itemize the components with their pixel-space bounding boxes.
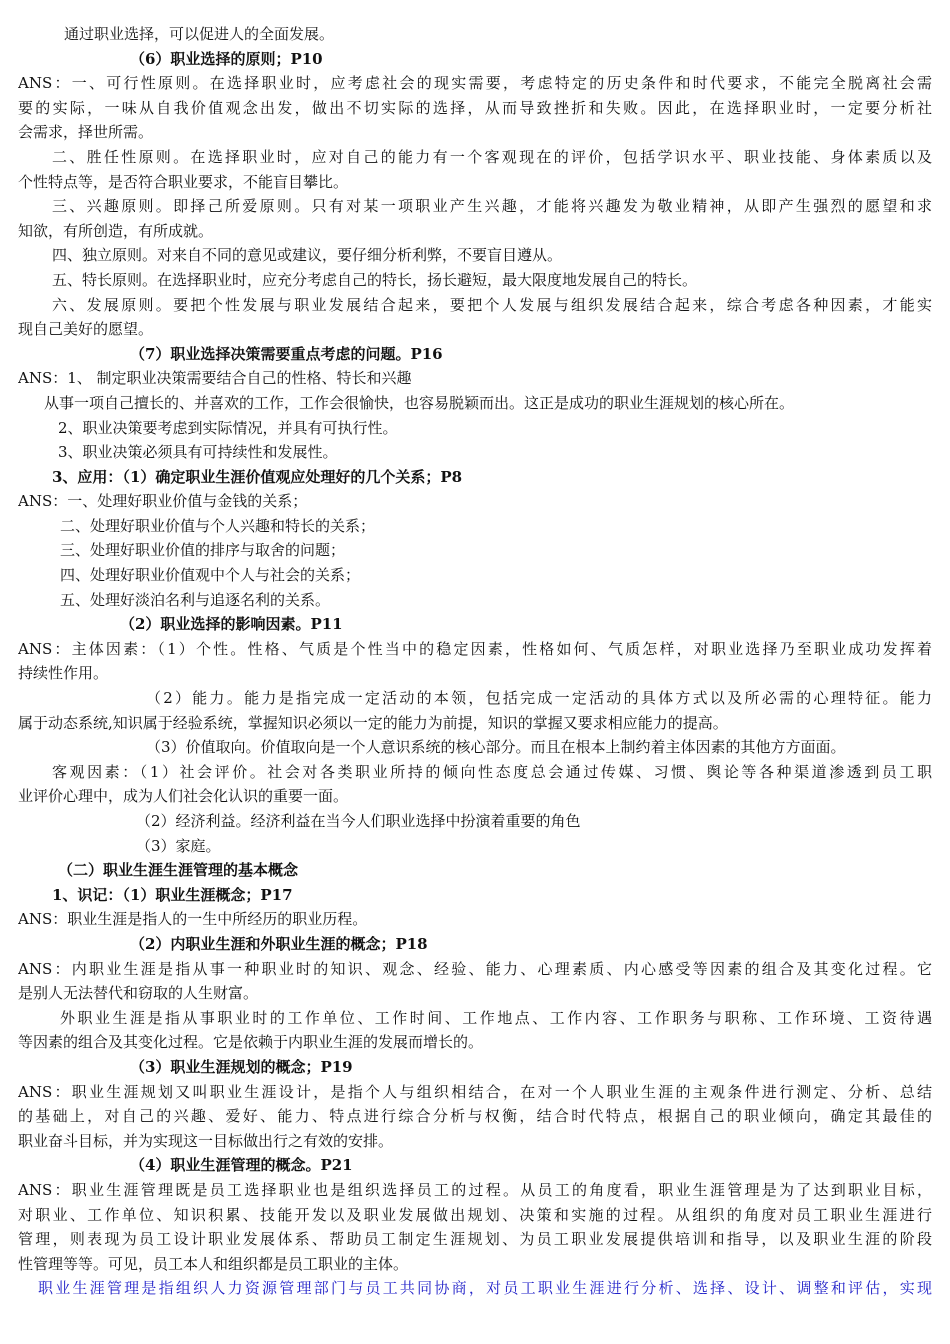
text-line: 的基础上，对自己的兴趣、爱好、能力、特点进行综合分析与权衡，结合时代特点，根据自己的职业倾向，确定其最佳的 [18, 1107, 932, 1126]
text-line: 二、胜任性原则。在选择职业时，应对自己的能力有一个客观现在的评价，包括学识水平、职业技能、身体素质以及 [52, 147, 932, 166]
section-heading: 3、应用：（1）确定职业生涯价值观应处理好的几个关系；P8 [52, 467, 463, 486]
text-line: 2、职业决策要考虑到实际情况，并具有可执行性。 [58, 418, 398, 437]
text-line: 三、处理好职业价值的排序与取舍的问题； [60, 541, 346, 560]
text-line: 管理，则表现为员工设计职业发展体系、帮助员工制定生涯规划、为员工职业发展提供培训和指导，以及职业生涯的阶段 [18, 1230, 932, 1249]
section-heading: （6）职业选择的原则；P10 [130, 49, 323, 68]
text-line: 会需求，择世所需。 [18, 123, 154, 142]
text-line: 四、独立原则。对来自不同的意见或建议，要仔细分析利弊，不要盲目遵从。 [52, 246, 563, 265]
text-line: 外职业生涯是指从事职业时的工作单位、工作时间、工作地点、工作内容、工作职务与职称、工作环境、工资待遇 [60, 1008, 932, 1027]
text-line: （2）经济利益。经济利益在当今人们职业选择中扮演着重要的角色 [136, 812, 581, 830]
text-line: 二、处理好职业价值与个人兴趣和特长的关系； [60, 516, 376, 535]
text-line: ANS：职业生涯是指人的一生中所经历的职业历程。 [18, 910, 368, 929]
text-line: ANS：职业生涯规划又叫职业生涯设计，是指个人与组织相结合，在对一个人职业生涯的主观条件进行测定、分析、总结 [18, 1082, 932, 1101]
text-line: 是别人无法替代和窃取的人生财富。 [18, 984, 259, 1003]
text-line: ANS：内职业生涯是指从事一种职业时的知识、观念、经验、能力、心理素质、内心感受等因素的组合及其变化过程。它 [18, 959, 932, 978]
text-line: （3）价值取向。价值取向是一个人意识系统的核心部分。而且在根本上制约着主体因素的其他方方面面。 [146, 738, 846, 757]
section-heading: （2）内职业生涯和外职业生涯的概念；P18 [130, 934, 428, 953]
text-line: 对职业、工作单位、知识积累、技能开发以及职业发展做出规划、决策和实施的过程。从组织的角度对员工职业生涯进行 [18, 1205, 932, 1224]
text-line: 等因素的组合及其变化过程。它是依赖于内职业生涯的发展而增长的。 [18, 1033, 484, 1052]
section-heading: （7）职业选择决策需要重点考虑的问题。P16 [130, 344, 443, 363]
text-line: 五、处理好淡泊名利与追逐名利的关系。 [60, 590, 331, 609]
text-line: 现自己美好的愿望。 [18, 320, 154, 339]
text-line: 三、兴趣原则。即择己所爱原则。只有对某一项职业产生兴趣，才能将兴趣发为敬业精神，从即产生强烈的愿望和求 [52, 197, 932, 216]
text-line: 性管理等等。可见，员工本人和组织都是员工职业的主体。 [18, 1254, 409, 1273]
text-line: ANS：职业生涯管理既是员工选择职业也是组织选择员工的过程。从员工的角度看，职业生涯管理是为了达到职业目标， [18, 1180, 932, 1199]
text-line: （2）能力。能力是指完成一定活动的本领，包括完成一定活动的具体方式以及所必需的心理特征。能力 [146, 689, 932, 708]
text-line: 属于动态系统,知识属于经验系统，掌握知识必须以一定的能力为前提，知识的掌握又要求相应能力的提高。 [18, 713, 728, 732]
section-heading: 1、识记：（1）职业生涯概念；P17 [52, 885, 293, 904]
section-heading: （4）职业生涯管理的概念。P21 [130, 1156, 353, 1175]
text-line: ANS：一、处理好职业价值与金钱的关系； [18, 492, 308, 511]
text-line: 职业奋斗目标，并为实现这一目标做出行之有效的安排。 [18, 1131, 394, 1150]
text-line: 要的实际，一味从自我价值观念出发，做出不切实际的选择，从而导致挫折和失败。因此，在选择职业时，一定要分析社 [18, 98, 932, 117]
text-line: 五、特长原则。在选择职业时，应充分考虑自己的特长，扬长避短，最大限度地发展自己的特长。 [52, 270, 698, 289]
text-line: 职业生涯管理是指组织人力资源管理部门与员工共同协商，对员工职业生涯进行分析、选择、设计、调整和评估，实现 [38, 1279, 932, 1298]
text-line: ANS：主体因素：（1）个性。性格、气质是个性当中的稳定因素，性格如何、气质怎样，对职业选择乃至职业成功发挥着 [18, 639, 932, 658]
text-line: 从事一项自己擅长的、并喜欢的工作，工作会很愉快，也容易脱颖而出。这正是成功的职业生涯规划的核心所在。 [44, 393, 795, 412]
text-line: 六、发展原则。要把个性发展与职业发展结合起来，要把个人发展与组织发展结合起来，综合考虑各种因素，才能实 [52, 295, 932, 314]
text-line: 个性特点等，是否符合职业要求，不能盲目攀比。 [18, 172, 349, 191]
text-line: 知欲，有所创造，有所成就。 [18, 221, 214, 240]
text-line: 四、处理好职业价值观中个人与社会的关系； [60, 566, 361, 585]
text-line: （3）家庭。 [136, 836, 221, 855]
text-line: 业评价心理中，成为人们社会化认识的重要一面。 [18, 787, 349, 806]
text-line: 3、职业决策必须具有可持续性和发展性。 [58, 443, 338, 462]
section-heading: （二）职业生涯生涯管理的基本概念 [58, 861, 299, 880]
section-heading: （2）职业选择的影响因素。P11 [120, 615, 343, 634]
text-line: 客观因素：（1）社会评价。社会对各类职业所持的倾向性态度总会通过传媒、习惯、舆论等各种渠道渗透到员工职 [52, 762, 932, 781]
text-line: 通过职业选择，可以促进人的全面发展。 [64, 25, 335, 43]
text-line: ANS：一、可行性原则。在选择职业时，应考虑社会的现实需要，考虑特定的历史条件和时代要求，不能完全脱离社会需 [18, 74, 932, 93]
section-heading: （3）职业生涯规划的概念；P19 [130, 1057, 353, 1076]
text-line: ANS：1、 制定职业决策需要结合自己的性格、特长和兴趣 [18, 369, 412, 388]
text-line: 持续性作用。 [18, 664, 109, 683]
